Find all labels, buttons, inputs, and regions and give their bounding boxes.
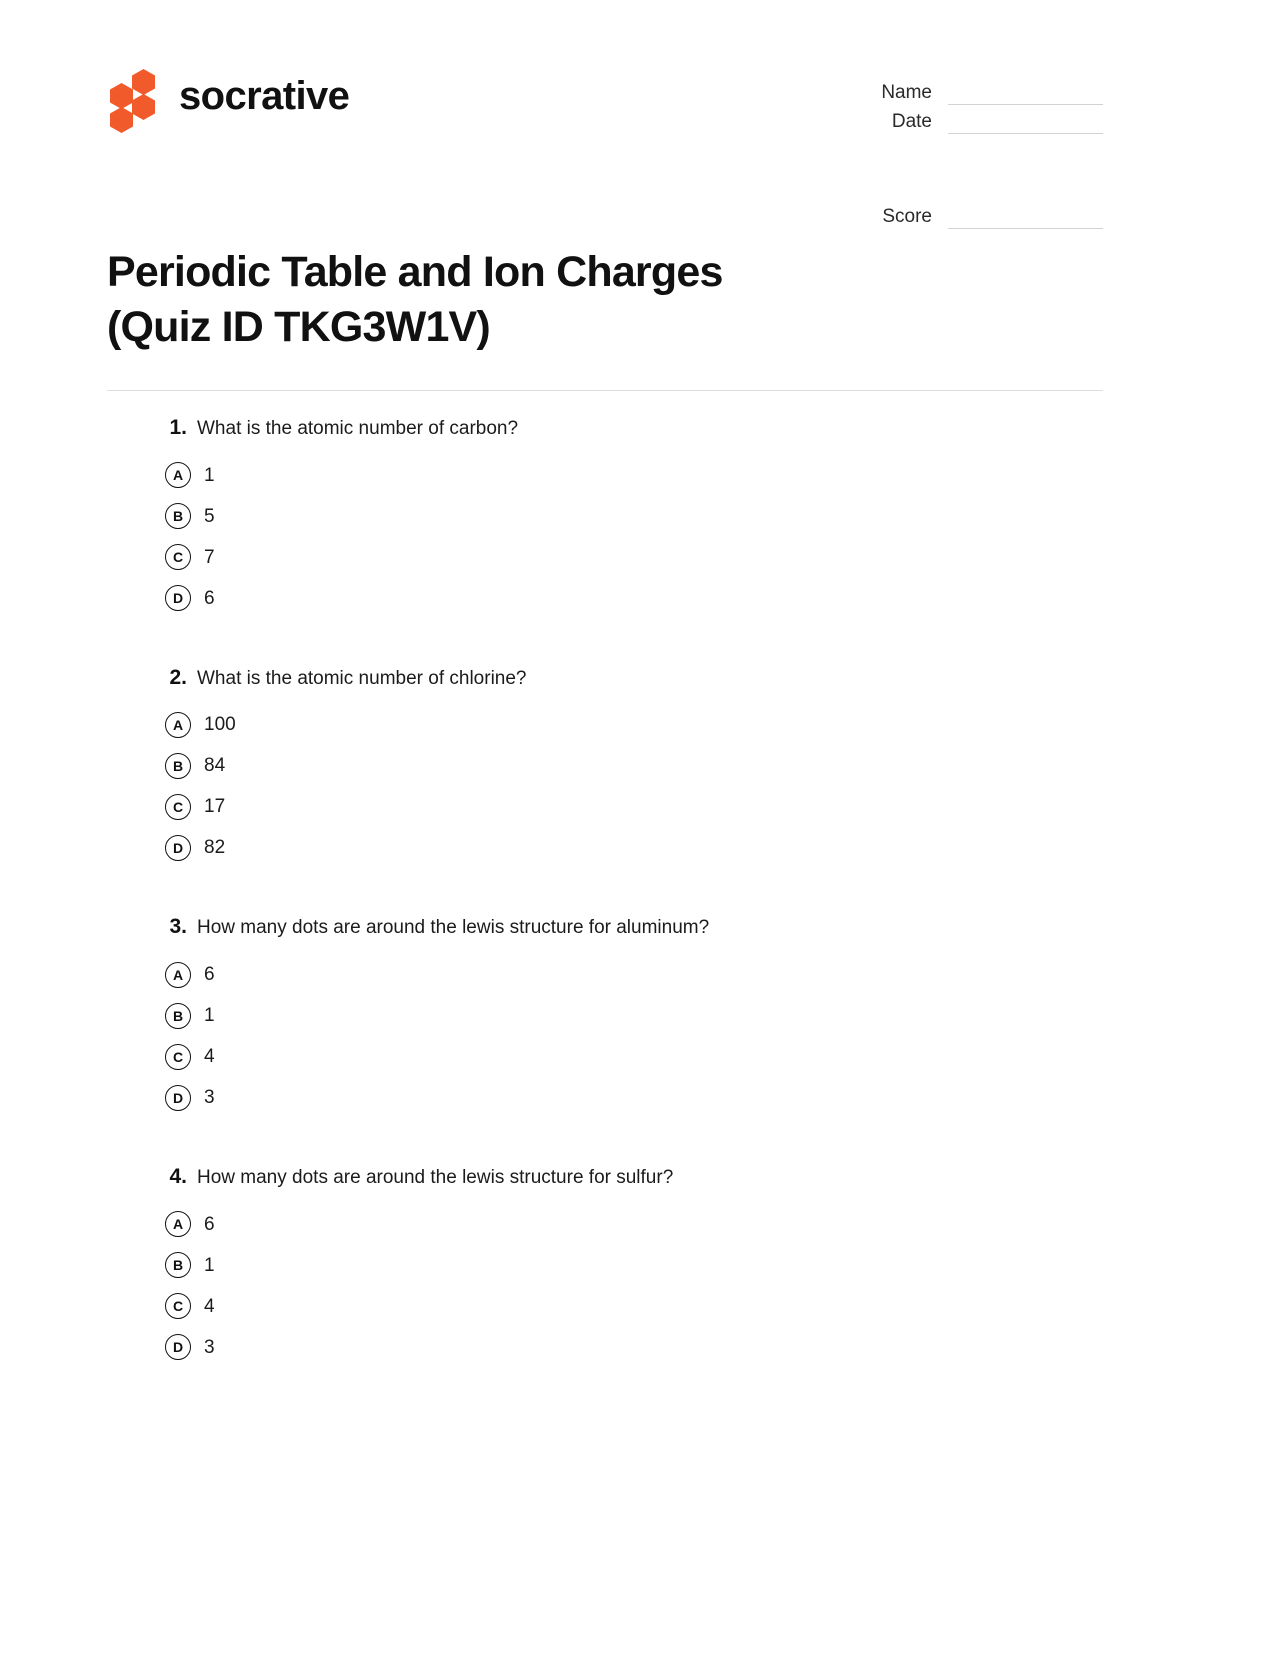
answer-bubble[interactable]: C: [165, 1044, 191, 1070]
answer-text: 6: [204, 587, 215, 609]
answer-text: 1: [204, 464, 215, 486]
answer-text: 6: [204, 1213, 215, 1235]
answer-option[interactable]: [107, 827, 1103, 868]
answer-text: 100: [204, 714, 236, 736]
question-number: 2.: [169, 665, 187, 689]
score-field-row: [805, 200, 1103, 229]
question-text: How many dots are around the lewis structure for aluminum?: [197, 917, 710, 939]
answer-text: 1: [204, 1254, 215, 1276]
answer-option[interactable]: [107, 1077, 1103, 1118]
answer-bubble[interactable]: C: [165, 794, 191, 820]
answer-bubble[interactable]: C: [165, 1293, 191, 1319]
score-label: Score: [882, 206, 932, 227]
question-header: [107, 663, 1103, 693]
question-item: [107, 912, 1103, 1118]
date-input-line[interactable]: [948, 133, 1103, 134]
answer-bubble[interactable]: A: [165, 712, 191, 738]
question-item: [107, 413, 1103, 619]
answer-bubble[interactable]: D: [165, 585, 191, 611]
answer-bubble[interactable]: D: [165, 1085, 191, 1111]
questions-list: [0, 391, 1275, 1367]
answer-bubble[interactable]: D: [165, 1334, 191, 1360]
question-header: [107, 1162, 1103, 1192]
hexagon-icon: [132, 69, 155, 95]
answer-bubble[interactable]: A: [165, 962, 191, 988]
socrative-hexagon-logo-icon: [107, 68, 163, 124]
answer-text: 82: [204, 837, 226, 859]
question-number: 4.: [169, 1165, 187, 1188]
answer-option[interactable]: [107, 995, 1103, 1036]
answer-option[interactable]: [107, 1036, 1103, 1077]
question-header: [107, 912, 1103, 942]
answer-option[interactable]: [107, 455, 1103, 496]
answer-text: 1: [204, 1005, 215, 1026]
answer-bubble[interactable]: B: [165, 753, 191, 779]
title-block: [0, 229, 1275, 354]
student-meta-fields: [805, 60, 1103, 229]
answer-text: 6: [204, 964, 215, 985]
page-header: [0, 0, 1275, 229]
answer-bubble[interactable]: A: [165, 462, 191, 488]
answer-text: 84: [204, 755, 226, 777]
answer-text: 7: [204, 546, 215, 568]
answer-option[interactable]: [107, 954, 1103, 995]
name-field-row: [805, 76, 1103, 105]
score-input-line[interactable]: [948, 228, 1103, 229]
date-label: Date: [891, 111, 932, 132]
name-input-line[interactable]: [948, 104, 1103, 105]
answer-options: [107, 455, 1103, 619]
answer-option[interactable]: [107, 1204, 1103, 1245]
answer-option[interactable]: [107, 496, 1103, 537]
question-number: 3.: [169, 915, 187, 939]
answer-option[interactable]: [107, 1286, 1103, 1327]
answer-text: 3: [204, 1336, 215, 1358]
answer-text: 4: [204, 1046, 215, 1067]
answer-text: 4: [204, 1295, 215, 1317]
answer-text: 5: [204, 505, 215, 527]
date-field-row: [805, 105, 1103, 134]
page-title: Periodic Table and Ion Charges (Quiz ID TKG3W1V): [107, 248, 723, 351]
question-text: What is the atomic number of carbon?: [197, 418, 519, 440]
answer-option[interactable]: [107, 745, 1103, 786]
answer-option[interactable]: [107, 537, 1103, 578]
answer-option[interactable]: [107, 786, 1103, 827]
hexagon-icon: [110, 107, 133, 133]
answer-bubble[interactable]: D: [165, 835, 191, 861]
answer-bubble[interactable]: C: [165, 544, 191, 570]
question-number: 1.: [169, 416, 187, 440]
question-text: How many dots are around the lewis structure for sulfur?: [197, 1167, 674, 1188]
name-label: Name: [881, 82, 932, 103]
hexagon-icon: [110, 83, 133, 109]
answer-bubble[interactable]: B: [165, 1003, 191, 1029]
hexagon-icon: [132, 94, 155, 120]
answer-option[interactable]: [107, 1327, 1103, 1368]
brand-wordmark: socrative: [179, 74, 350, 118]
answer-text: 3: [204, 1087, 215, 1108]
question-text: What is the atomic number of chlorine?: [197, 667, 527, 689]
answer-bubble[interactable]: A: [165, 1211, 191, 1237]
question-header: [107, 413, 1103, 443]
question-item: [107, 1162, 1103, 1368]
answer-bubble[interactable]: B: [165, 503, 191, 529]
answer-options: [107, 1204, 1103, 1368]
answer-bubble[interactable]: B: [165, 1252, 191, 1278]
answer-text: 17: [204, 796, 226, 818]
socrative-logo: [107, 60, 349, 124]
answer-option[interactable]: [107, 704, 1103, 745]
answer-option[interactable]: [107, 1245, 1103, 1286]
answer-options: [107, 704, 1103, 868]
answer-option[interactable]: [107, 578, 1103, 619]
answer-options: [107, 954, 1103, 1118]
question-item: [107, 663, 1103, 869]
